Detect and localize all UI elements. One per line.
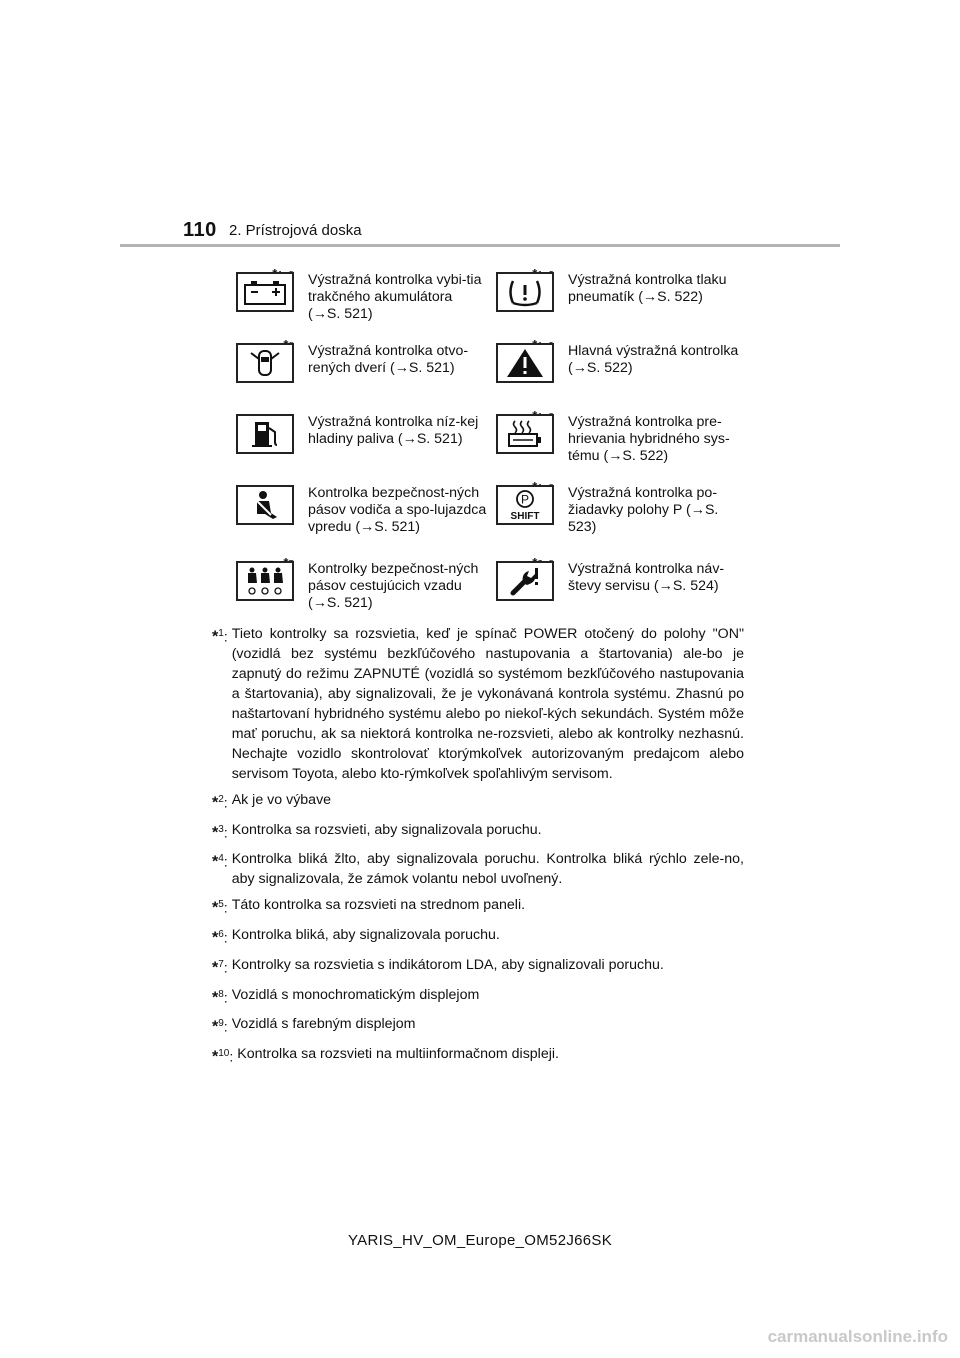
master-warning-icon: [496, 343, 554, 383]
indicator-cell: [230, 404, 490, 475]
indicator-description: Výstražná kontrolka vybi-tia trakčného akumulátora (→S. 521): [308, 272, 482, 322]
page-number: 110: [183, 219, 217, 241]
svg-text:P: P: [520, 492, 530, 507]
indicator-description: Výstražná kontrolka pre-hrievania hybridného sys-tému (→S. 522): [568, 414, 730, 464]
indicator-cell: [230, 551, 490, 622]
open-door-icon: [236, 343, 294, 383]
footnote: *$^8$: Vozidlá s monochromatickým displejom: [212, 986, 480, 1007]
indicator-cell: [230, 333, 490, 404]
footnote: *$^{10}$: Kontrolka sa rozsvieti na multiinformačnom displeji.: [212, 1046, 559, 1066]
indicator-table: [230, 262, 750, 622]
indicator-row: [230, 475, 750, 551]
indicator-row: [230, 262, 750, 333]
footnote: *$^7$: Kontrolky sa rozsvietia s indikátorom LDA, aby signalizovali poruchu.: [212, 956, 664, 977]
indicator-description: Kontrolka bezpečnost-ných pásov vodiča a spo-lujazdca vpredu (→S. 521): [308, 485, 487, 535]
footnote: *$^5$: Táto kontrolka sa rozsvieti na strednom paneli.: [212, 897, 526, 918]
indicator-description: Hlavná výstražná kontrolka (→S. 522): [568, 343, 739, 376]
page-header: [0, 0, 960, 250]
indicator-row: [230, 404, 750, 475]
indicator-description: Výstražná kontrolka níz-kej hladiny paliva (→S. 521): [308, 414, 479, 447]
footnotes: [212, 624, 744, 1074]
indicator-row: [230, 333, 750, 404]
indicator-cell: [490, 333, 750, 404]
document-id: YARIS_HV_OM_Europe_OM52J66SK: [347, 1232, 613, 1249]
footnote: *$^6$: Kontrolka bliká, aby signalizovala poruchu.: [212, 927, 500, 947]
footnote: *$^3$: Kontrolka sa rozsvieti, aby signalizovala poruchu.: [212, 821, 542, 842]
footnote: *$^2$: Ak je vo výbave: [212, 792, 332, 812]
indicator-cell: [490, 475, 750, 551]
battery-icon: [236, 272, 294, 312]
fuel-icon: [236, 414, 294, 454]
header-divider: [120, 244, 840, 247]
indicator-description: Kontrolky bezpečnost-ných pásov cestujúcich vzadu (→S. 521): [308, 561, 479, 611]
footnote: *$^1$: Tieto kontrolky sa rozsvietia, keď je spínač POWER otočený do polohy "ON" (vozidlá bez systému bezkľúčového nastupovania a štartovania) ale-bo je zapnutý do režimu ZAPNUTÉ (vozidlá so systémom bezkľúčového nastupovania a štartovania), aby signalizovali, že je vykonávaná kontrola systému. Zhasnú po naštartovaní hybridného systému alebo po niekoľ-kých sekundách. Systém môže mať poruchu, ak sa niektorá kontrolka ne-rozsvieti, alebo ak kontrolky nezhasnú. Nechajte vozidlo skontrolovať ktorýmkoľvek autorizovaným predajcom alebo servisom Toyota, alebo kto-rýmkoľvek spoľahlivým servisom.: [212, 626, 744, 782]
indicator-cell: [490, 551, 750, 622]
watermark: carmanualsonline.info: [767, 1327, 948, 1346]
indicator-cell: [230, 262, 490, 333]
indicator-cell: [230, 475, 490, 551]
tire-pressure-icon: [496, 272, 554, 312]
footnote: *$^4$: Kontrolka bliká žlto, aby signalizovala poruchu. Kontrolka bliká rýchlo zele-no, aby signalizovala, že zámok volantu nebol uvoľnený.: [212, 851, 744, 888]
p-shift-icon: [496, 485, 554, 525]
hybrid-preheat-icon: [496, 414, 554, 454]
indicator-cell: [490, 404, 750, 475]
section-title: 2. Prístrojová doska: [229, 222, 362, 239]
indicator-row: [230, 551, 750, 622]
indicator-description: Výstražná kontrolka tlaku pneumatík (→S. 522): [568, 272, 727, 305]
service-icon: [496, 561, 554, 601]
svg-text:SHIFT: SHIFT: [510, 511, 540, 521]
rear-seatbelt-icon: [236, 561, 294, 601]
seatbelt-icon: [236, 485, 294, 525]
indicator-description: Výstražná kontrolka otvo-rených dverí (→S. 521): [308, 343, 469, 376]
footnote: *$^9$: Vozidlá s farebným displejom: [212, 1016, 416, 1037]
indicator-cell: [490, 262, 750, 333]
indicator-description: Výstražná kontrolka náv-števy servisu (→S. 524): [568, 561, 725, 594]
indicator-description: Výstražná kontrolka po-žiadavky polohy P (→S. 523): [568, 485, 719, 535]
